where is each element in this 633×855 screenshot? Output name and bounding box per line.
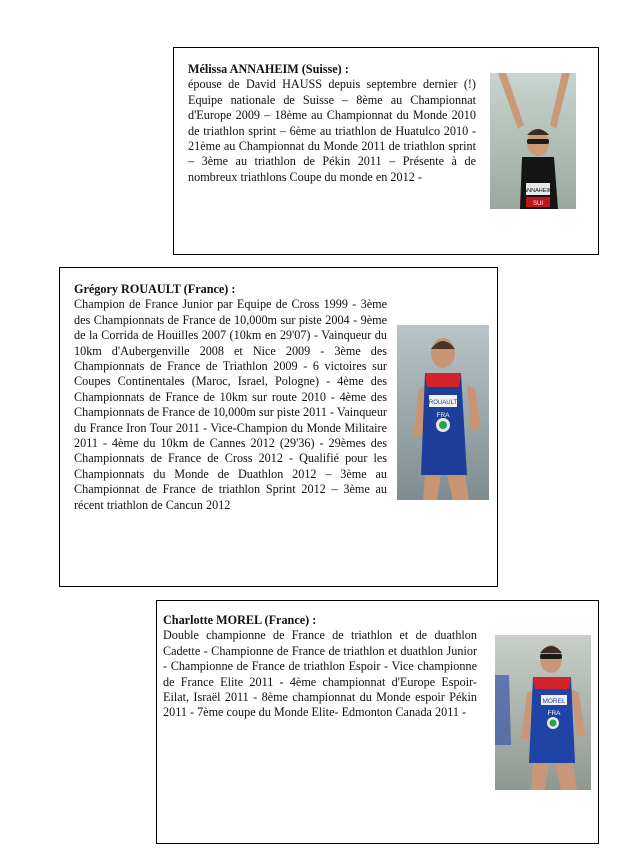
athlete-text <box>74 282 387 513</box>
athlete-name: Mélissa ANNAHEIM (Suisse) : <box>188 62 349 76</box>
athlete-card-rouault <box>59 267 498 587</box>
athlete-card-morel <box>156 600 599 844</box>
athlete-name: Charlotte MOREL (France) : <box>163 613 317 627</box>
athlete-text <box>163 613 477 721</box>
bib-name-text: MOREL <box>542 698 566 705</box>
bib-country-text: SUI <box>532 201 544 207</box>
athlete-bio: Double championne de France de triathlon et de duathlon Cadette - Championne de France de triathlon et duathlon Junior - Championne de France de triathlon Espoir - Vice championne de France Elite 2011 - 4ème championnat d'Europe Espoir- Eilat, Israël 2011 - 8ème championnat du Monde espoir Pékin 2011 - 7ème coupe du Monde Elite- Edmonton Canada 2011 - <box>163 628 477 720</box>
athlete-photo <box>397 325 489 500</box>
bib-country-text: FRA <box>436 412 450 419</box>
athlete-bio: Champion de France Junior par Equipe de Cross 1999 - 3ème des Championnats de France de 10,000m sur piste 2004 - 9ème de la Corrida de Houilles 2007 (10km en 29'07) - Vainqueur du 10km d'Aubergenville 2008 et Nice 2009 - 3ème des Championnats de France de Triathlon 2009 - 6 victoires sur Coupes Continentales (Maroc, Israel, Pologne) - 4ème des Championnats de France de 10km sur route 2010 - 4ème des Championnats de France de 10,000m sur piste 2011 - Vainqueur du France Iron Tour 2011 - Vice-Champion du Monde Militaire 2011 - 4ème du 10km de Cannes 2012 (29'36) - 29èmes des Championnats de France de Cross 2012 - Qualifié pour les Championnats du Monde de Duathlon 2012 – 3ème au Championnat de France de triathlon Sprint 2012 – 3ème au récent triathlon de Cancun 2012 <box>74 297 387 512</box>
athlete-text <box>188 62 476 185</box>
athlete-photo <box>490 73 576 209</box>
athlete-name: Grégory ROUAULT (France) : <box>74 282 236 296</box>
athlete-bio: épouse de David HAUSS depuis septembre dernier (!) Equipe nationale de Suisse – 8ème au Championnat d'Europe 2009 – 18ème au Championnat du Monde 2010 de triathlon sprint – 6ème au triathlon de Huatulco 2010 - 21ème au Championnat du Monde 2011 de triathlon sprint – 3ème au triathlon de Pékin 2011 – Présente à de nombreux triathlons Coupe du monde en 2012 - <box>188 77 476 184</box>
bib-name-text: ROUAULT <box>428 400 458 406</box>
athlete-photo <box>495 635 591 790</box>
athlete-card-annaheim <box>173 47 599 255</box>
bib-name-text: ANNAHEIM <box>523 188 553 194</box>
bib-country-text: FRA <box>547 710 561 717</box>
